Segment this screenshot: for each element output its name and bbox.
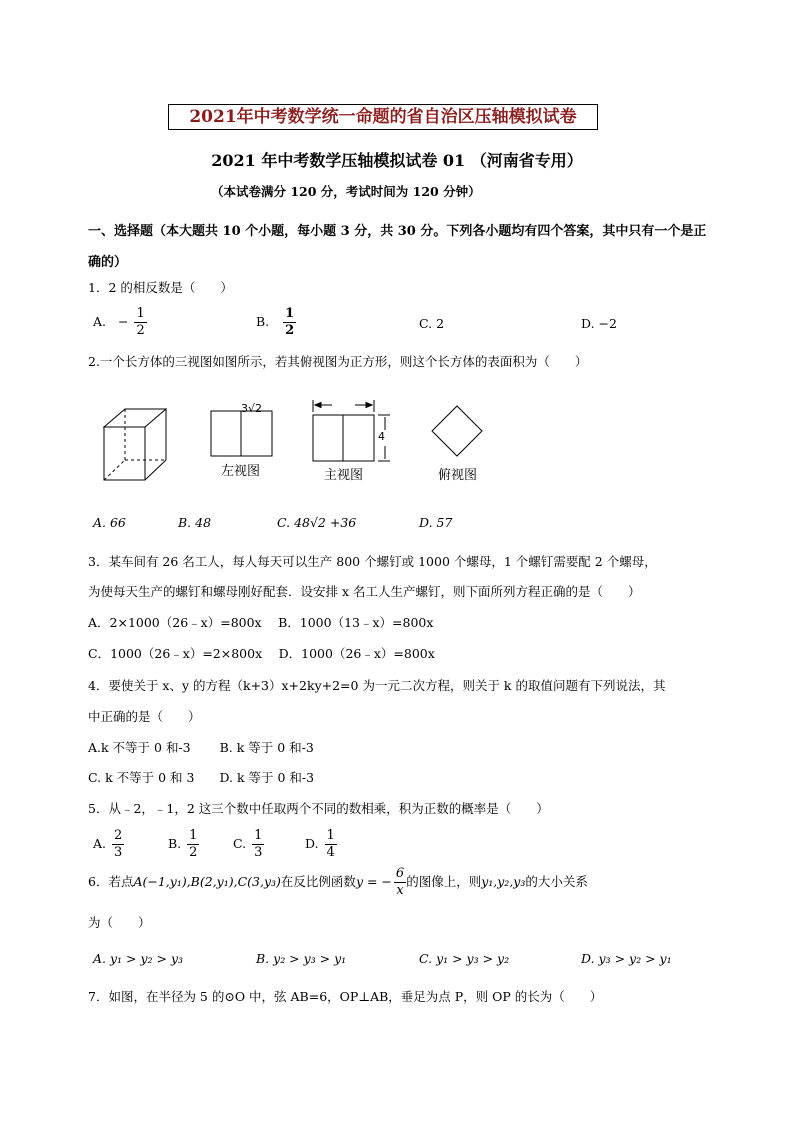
left-view-drawing (211, 411, 272, 456)
q6-suffix: 的图像上，则 (406, 874, 482, 889)
height-dimension-label: 4 (378, 430, 385, 443)
denominator: 2 (136, 323, 145, 338)
option-label: B. (168, 836, 182, 851)
option-label: A. (93, 314, 107, 329)
q6-end: 的大小关系 (525, 874, 588, 889)
width-dimension-label: 3√2 (241, 402, 263, 415)
q5-option-b (168, 828, 199, 861)
q4-stem-line1: 4．要使关于 x、y 的方程（k+3）x+2ky+2=0 为一元二次方程，则关于 k 的取值问题有下列说法，其 (88, 678, 666, 693)
q4-options-ab: A.k 不等于 0 和-3 B. k 等于 0 和-3 (88, 740, 314, 755)
option-label: A. (93, 836, 107, 851)
q1-a-fraction (134, 306, 146, 339)
q6-mid: 在反比例函数 (280, 874, 356, 889)
exam-subtitle: （本试卷满分 120 分，考试时间为 120 分钟） (211, 184, 481, 199)
numerator: 6 (395, 866, 405, 881)
q1-option-d: D. −2 (581, 316, 617, 331)
option-label: D. (305, 836, 319, 851)
denominator: 3 (114, 845, 123, 860)
numerator: 1 (285, 306, 295, 321)
q4-options-cd: C. k 不等于 0 和 3 D. k 等于 0 和-3 (88, 770, 315, 785)
q6-prefix: 6．若点 (88, 874, 134, 889)
q2-stem: 2.一个长方体的三视图如图所示，若其俯视图为正方形，则这个长方体的表面积为（ ） (88, 354, 588, 369)
section-heading: 一、选择题（本大题共 10 个小题，每小题 3 分，共 30 分。下列各小题均有四个答案，其中只有一个是正确的） (88, 224, 707, 270)
option-label: B. (256, 314, 270, 329)
denominator: x (396, 883, 404, 898)
minus-sign: − (118, 314, 129, 329)
q5-b-fraction (187, 828, 199, 861)
q3-stem-line2: 为使每天生产的螺钉和螺母刚好配套．设安排 x 名工人生产螺钉，则下面所列方程正确的是（ ） (88, 584, 641, 599)
q6-option-c: C. y₁ > y₃ > y₂ (419, 951, 510, 966)
top-view-caption: 俯视图 (438, 468, 478, 483)
q6-stem-line1 (88, 866, 588, 899)
q5-a-fraction (112, 828, 124, 861)
q6-points: A(−1,y₁),B(2,y₁),C(3,y₃) (133, 874, 281, 889)
q5-d-fraction (325, 828, 337, 861)
q3-stem-line1: 3．某车间有 26 名工人，每人每天可以生产 800 个螺钉或 1000 个螺母，1 个螺钉需要配 2 个螺母， (88, 554, 657, 569)
q1-b-fraction (283, 306, 296, 339)
q1-option-c: C. 2 (419, 316, 445, 331)
main-view-caption: 主视图 (324, 468, 364, 483)
numerator: 2 (114, 828, 123, 843)
q5-option-a (93, 828, 124, 861)
q6-option-a: A. y₁ > y₂ > y₃ (93, 951, 184, 966)
denominator: 4 (326, 845, 335, 860)
cuboid-drawing (104, 409, 166, 480)
q2-option-a: A. 66 (93, 515, 126, 530)
q1-option-b (256, 306, 296, 339)
q6-function-fraction (394, 866, 406, 899)
q4-stem-line2: 中正确的是（ ） (88, 709, 201, 724)
q5-option-c (233, 828, 264, 861)
exam-banner: 2021年中考数学统一命题的省自治区压轴模拟试卷 (168, 104, 598, 130)
numerator: 1 (254, 828, 263, 843)
top-view-drawing (432, 406, 482, 456)
q2-option-b: B. 48 (178, 515, 212, 530)
q1-option-a (93, 306, 147, 339)
q5-stem: 5．从﹣2，﹣1，2 这三个数中任取两个不同的数相乘，积为正数的概率是（ ） (88, 801, 549, 816)
numerator: 1 (189, 828, 198, 843)
option-label: C. (233, 836, 247, 851)
denominator: 3 (254, 845, 263, 860)
numerator: 1 (326, 828, 335, 843)
q2-option-c: C. 48√2 +36 (277, 515, 357, 530)
q6-function-lhs: y = − (355, 874, 392, 889)
q7-stem: 7．如图，在半径为 5 的⊙O 中，弦 AB=6，OP⊥AB，垂足为点 P，则 OP 的长为（ ） (88, 989, 603, 1004)
numerator: 1 (136, 306, 145, 321)
q3-options-ab: A．2×1000（26﹣x）=800x B．1000（13﹣x）=800x (88, 615, 434, 630)
page-title: 2021 年中考数学压轴模拟试卷 01 （河南省专用） (211, 151, 583, 170)
q6-option-b: B. y₂ > y₃ > y₁ (256, 951, 347, 966)
q2-option-d: D. 57 (419, 515, 453, 530)
left-view-caption: 左视图 (221, 464, 261, 479)
q3-options-cd: C．1000（26﹣x）=2×800x D．1000（26﹣x）=800x (88, 646, 435, 661)
denominator: 2 (189, 845, 198, 860)
q5-option-d (305, 828, 337, 861)
q5-c-fraction (252, 828, 264, 861)
q6-vars: y₁,y₂,y₃ (481, 874, 526, 889)
q6-stem-line2: 为（ ） (88, 915, 151, 930)
denominator: 2 (285, 323, 295, 338)
q1-stem: 1．2 的相反数是（ ） (88, 280, 233, 295)
q6-option-d: D. y₃ > y₂ > y₁ (581, 951, 672, 966)
